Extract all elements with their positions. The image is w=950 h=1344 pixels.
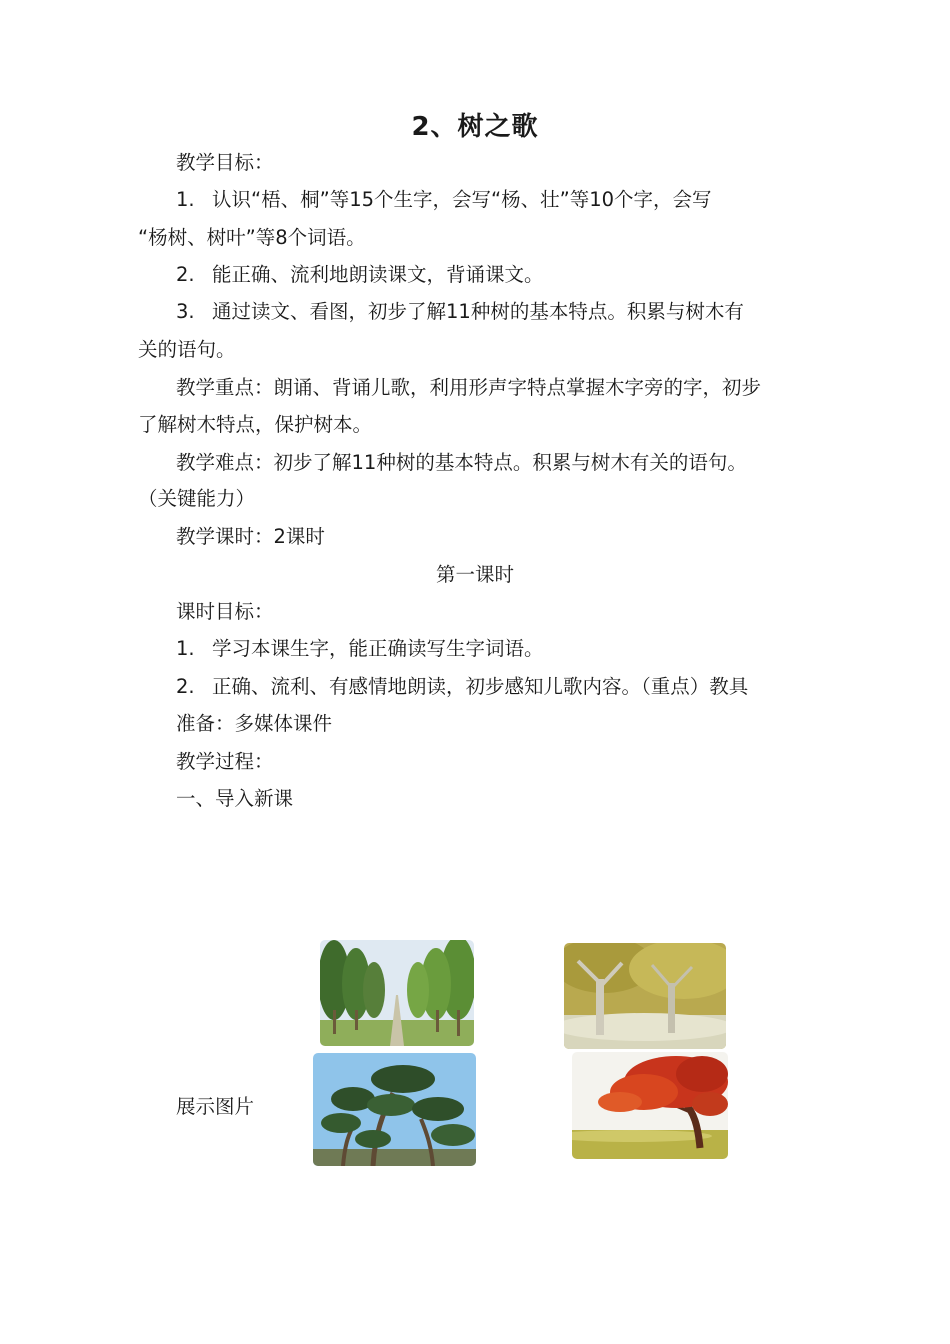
goal-2 [176,263,544,287]
goal-2-number: 2. [176,263,195,286]
pine-trees-image [313,1053,476,1166]
key-points-continued: 了解树木特点，保护树本。 [138,413,373,436]
lesson-goal-2-text: 正确、流利、有感情地朗读，初步感知儿歌内容。（重点）教具 [212,675,749,698]
ginkgo-trees-image [564,943,726,1049]
goal-3-number: 3. [176,300,195,323]
goal-3-continued: 关的语句。 [138,338,236,361]
lesson-goal-1 [176,637,544,661]
goal-1-number: 1. [176,188,195,211]
goal-1-continued: “杨树、树叶”等8个词语。 [138,226,366,249]
poplar-trees-image [320,940,474,1046]
lesson-goal-2 [176,675,748,699]
goal-2-text: 能正确、流利地朗读课文，背诵课文。 [212,263,544,286]
difficult-points-continued: （关键能力） [138,487,256,510]
key-points: 教学重点：朗诵、背诵儿歌，利用形声字特点掌握木字旁的字，初步 [176,376,762,399]
goal-3-text: 通过读文、看图，初步了解11种树的基本特点。积累与树木有 [212,300,744,323]
teaching-hours: 教学课时：2课时 [176,525,325,548]
lesson-goal-2-number: 2. [176,675,195,698]
teaching-process-label: 教学过程： [176,750,274,773]
goal-1-text: 认识“梧、桐”等15个生字，会写“杨、壮”等10个字，会写 [212,188,712,211]
maple-tree-image [572,1052,728,1159]
lesson-goal-1-text: 学习本课生字，能正确读写生字词语。 [212,637,544,660]
lesson-goal-2-continued: 准备：多媒体课件 [176,712,333,735]
document-title: 2、树之歌 [411,112,539,142]
difficult-points: 教学难点：初步了解11种树的基本特点。积累与树木有关的语句。 [176,451,747,474]
goal-1 [176,188,712,212]
goal-3 [176,300,744,324]
lesson-goals-label: 课时目标： [176,600,274,623]
goals-label: 教学目标： [176,151,274,174]
lesson-heading: 第一课时 [435,563,514,586]
lesson-goal-1-number: 1. [176,637,195,660]
section-1-heading: 一、导入新课 [176,787,294,810]
show-pictures-label: 展示图片 [176,1095,255,1118]
